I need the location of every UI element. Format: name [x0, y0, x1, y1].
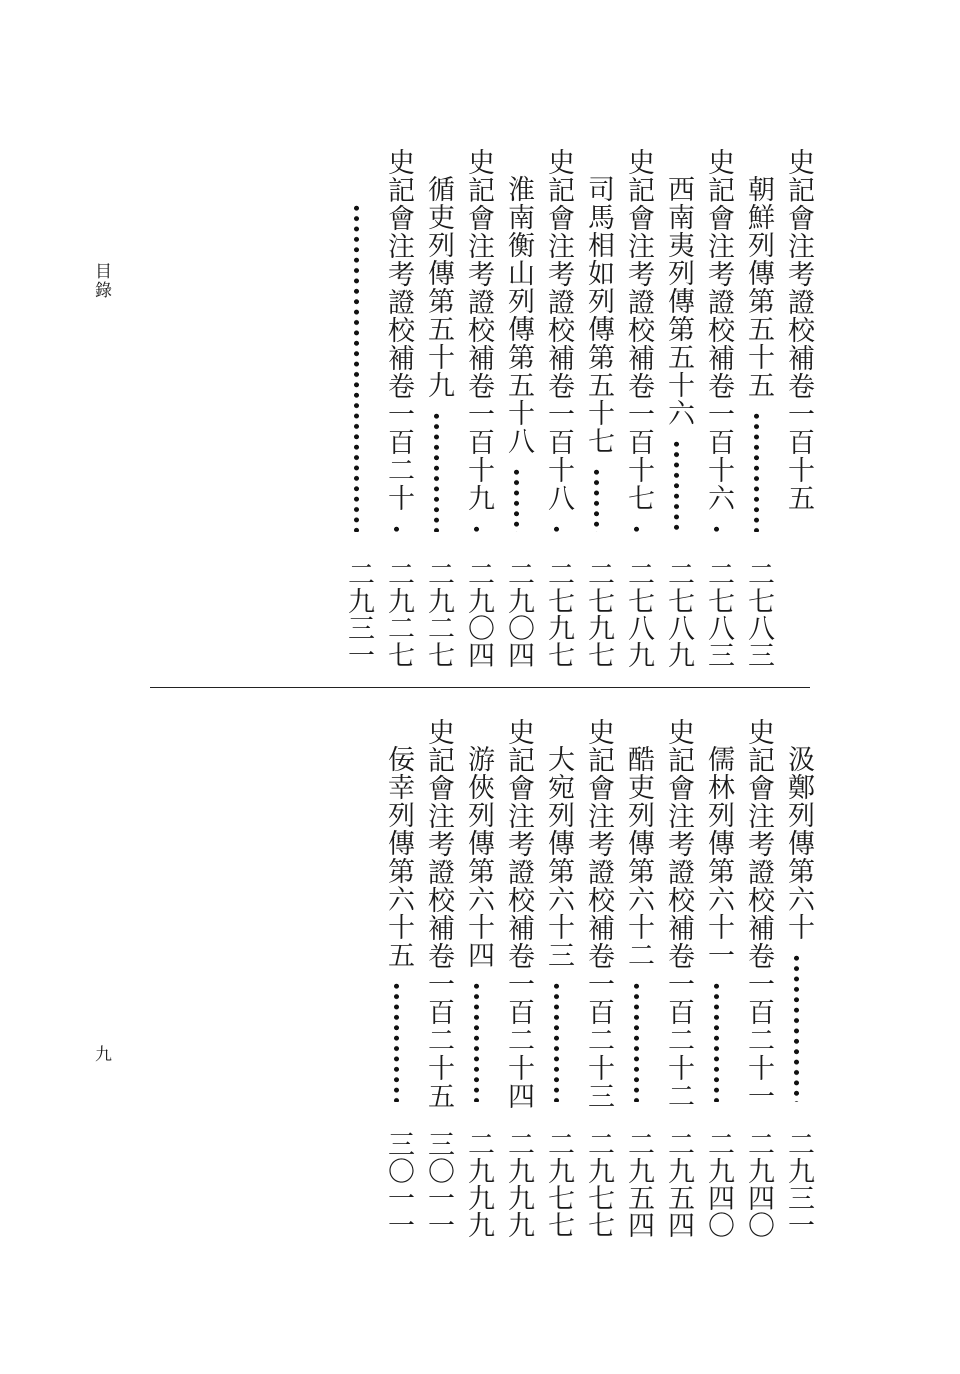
toc-entry: [498, 718, 538, 1238]
dot-leader: [752, 411, 761, 532]
toc-entry: [458, 148, 498, 668]
page-ref: 二九七七: [543, 1130, 574, 1238]
toc-entry: [538, 148, 578, 668]
page-ref: 二九九九: [503, 1130, 534, 1238]
page-ref: 二九五四: [663, 1130, 694, 1238]
page-ref: 二七八九: [623, 560, 654, 668]
volume-title: 史記會注考證校補卷一百二十二: [663, 718, 694, 1110]
dot-leader: [432, 411, 441, 532]
toc-entry: [538, 718, 578, 1238]
toc-entry: [418, 718, 458, 1238]
page-ref: 二九二七: [423, 560, 454, 668]
toc-entry: [618, 718, 658, 1238]
page-ref: 二九三一: [343, 560, 374, 668]
dot-leader: [472, 524, 481, 532]
dot-leader: [472, 981, 481, 1102]
toc-entry: [578, 148, 618, 668]
volume-title: 史記會注考證校補卷一百十八: [543, 148, 574, 512]
toc-bottom-half: [150, 718, 818, 1238]
toc-entry: [658, 718, 698, 1238]
toc-entry: [338, 148, 378, 668]
toc-entry: [458, 718, 498, 1238]
toc-entry: [498, 148, 538, 668]
volume-title: 史記會注考證校補卷一百二十五: [423, 718, 454, 1110]
page-ref: 二七九七: [543, 560, 574, 668]
page-number: 九: [91, 1045, 111, 1064]
page-ref: 二九三一: [783, 1130, 814, 1238]
chapter-title: 司馬相如列傳第五十七: [583, 175, 614, 455]
page-ref: 二九七七: [583, 1130, 614, 1238]
chapter-title: 循吏列傳第五十九: [423, 175, 454, 399]
toc-entry: [578, 718, 618, 1238]
dot-leader: [392, 524, 401, 532]
chapter-title: 汲鄭列傳第六十: [783, 745, 814, 941]
toc-entry: [378, 148, 418, 668]
dot-leader: [512, 467, 521, 532]
dot-leader: [552, 981, 561, 1102]
chapter-title: 佞幸列傳第六十五: [383, 745, 414, 969]
page-ref: 二九〇四: [463, 560, 494, 668]
chapter-title: 儒林列傳第六十一: [703, 745, 734, 969]
dot-leader: [392, 981, 401, 1102]
page-ref: 二七八三: [743, 560, 774, 668]
chapter-title: 西南夷列傳第五十六: [663, 175, 694, 427]
page-ref: 二九二七: [383, 560, 414, 668]
section-divider: [150, 687, 810, 688]
volume-title: 史記會注考證校補卷一百十五: [783, 148, 814, 512]
page-ref: 二九五四: [623, 1130, 654, 1238]
chapter-title: 酷吏列傳第六十二: [623, 745, 654, 969]
page-ref: 二七八九: [663, 560, 694, 668]
chapter-title: 游俠列傳第六十四: [463, 745, 494, 969]
page-ref: 二七九七: [583, 560, 614, 668]
page-ref: 二九四〇: [703, 1130, 734, 1238]
page-ref: 二九四〇: [743, 1130, 774, 1238]
volume-title: 史記會注考證校補卷一百十九: [463, 148, 494, 512]
volume-title: 史記會注考證校補卷一百二十三: [583, 718, 614, 1110]
volume-title: 史記會注考證校補卷一百十七: [623, 148, 654, 512]
page-ref: 二七八三: [703, 560, 734, 668]
dot-leader: [632, 524, 641, 532]
dot-leader: [712, 981, 721, 1102]
toc-entry: [698, 148, 738, 668]
volume-title: 史記會注考證校補卷一百二十一: [743, 718, 774, 1110]
dot-leader: [712, 524, 721, 532]
page-ref: 二九九九: [463, 1130, 494, 1238]
chapter-title: 朝鮮列傳第五十五: [743, 175, 774, 399]
page-ref: 三〇一一: [383, 1130, 414, 1238]
toc-entry: [378, 718, 418, 1238]
toc-entry: [618, 148, 658, 668]
chapter-title: 大宛列傳第六十三: [543, 745, 574, 969]
volume-title: 史記會注考證校補卷一百二十: [383, 148, 414, 512]
toc-entry: [778, 148, 818, 668]
dot-leader: [592, 467, 601, 532]
dot-leader: [352, 203, 361, 532]
dot-leader: [632, 981, 641, 1102]
chapter-title: 淮南衡山列傳第五十八: [503, 175, 534, 455]
dot-leader: [552, 524, 561, 532]
toc-top-half: [150, 148, 818, 668]
toc-entry: [738, 148, 778, 668]
toc-entry: [418, 148, 458, 668]
page-ref: 二九〇四: [503, 560, 534, 668]
toc-entry: [698, 718, 738, 1238]
volume-title: 史記會注考證校補卷一百十六: [703, 148, 734, 512]
toc-entry: [738, 718, 778, 1238]
dot-leader: [672, 439, 681, 532]
toc-entry: [778, 718, 818, 1238]
toc-entry: [658, 148, 698, 668]
page-ref: 三〇一一: [423, 1130, 454, 1238]
dot-leader: [792, 953, 801, 1102]
section-label: 目錄: [91, 262, 111, 300]
volume-title: 史記會注考證校補卷一百二十四: [503, 718, 534, 1110]
